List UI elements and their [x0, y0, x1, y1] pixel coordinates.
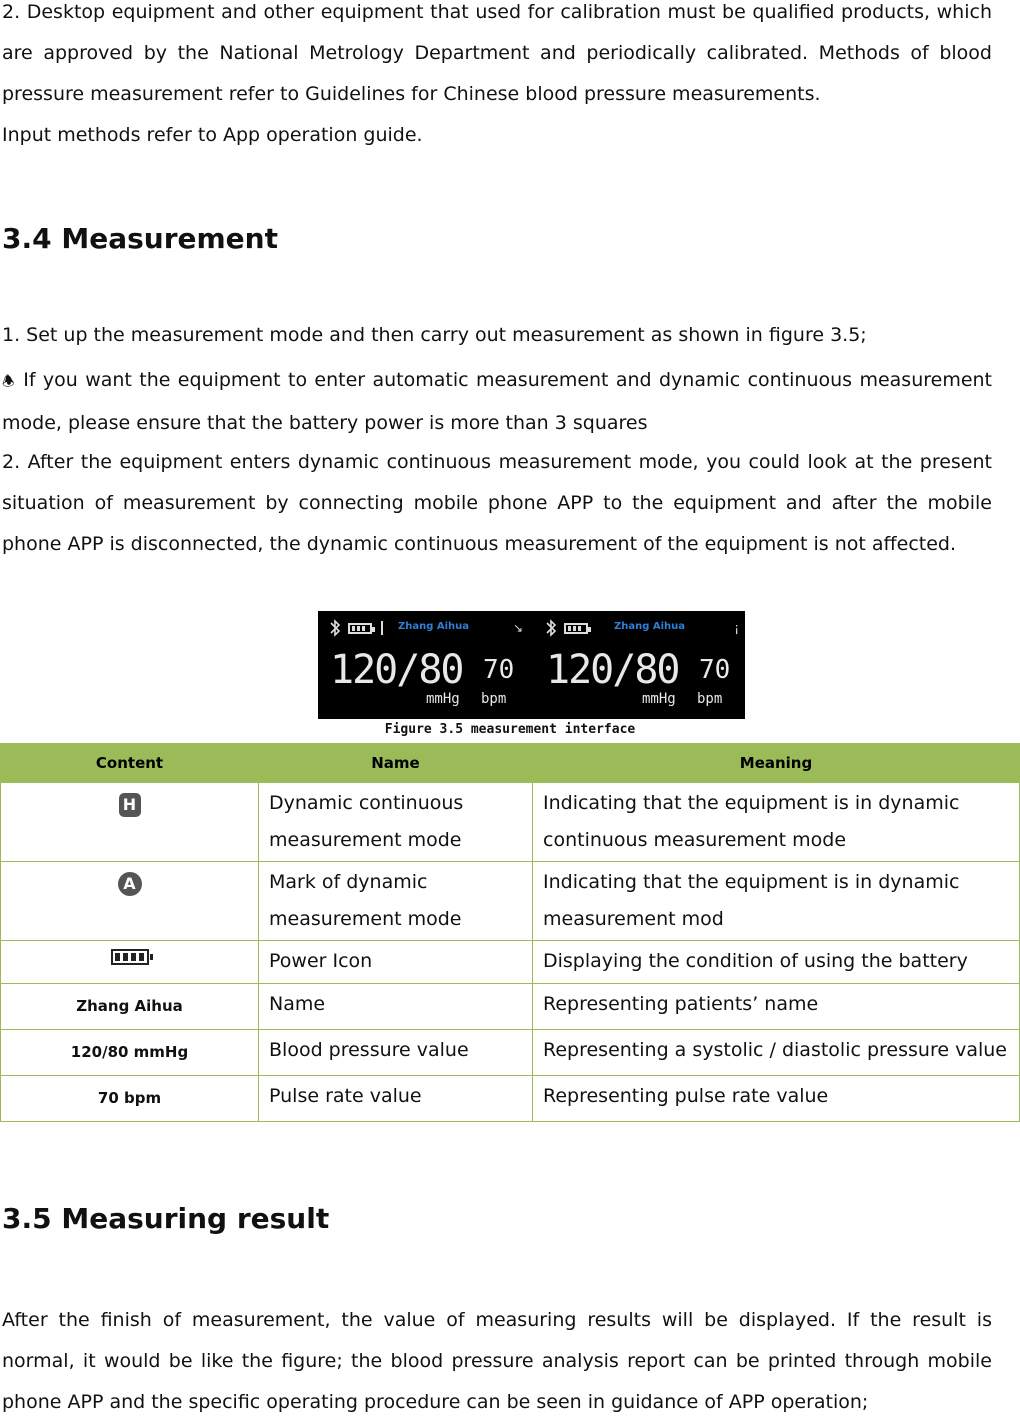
- measurement-step-2: 2. After the equipment enters dynamic continuous measurement mode, you could look at the present situation of measurement by connecting mobile phone APP to the equipment and after the mobile phone APP is disconnected, the dynamic continuous measurement of the equipment is not affected.: [2, 451, 992, 555]
- header-content: Content: [1, 744, 259, 783]
- pulse-value: 70: [699, 655, 731, 685]
- row-meaning: Displaying the condition of using the battery: [533, 941, 1020, 984]
- row-name: Name: [259, 984, 533, 1030]
- row-meaning: Representing patients’ name: [533, 984, 1020, 1030]
- row-name: Blood pressure value: [259, 1030, 533, 1076]
- blood-pressure-value: 120/80: [546, 647, 679, 693]
- row-content: Zhang Aihua: [1, 984, 259, 1030]
- row-meaning: Indicating that the equipment is in dynamic continuous measurement mode: [533, 783, 1020, 862]
- device-screen-right: [534, 611, 745, 719]
- row-name: Mark of dynamic measurement mode: [259, 862, 533, 941]
- table-row: [1, 941, 1020, 984]
- table-row: [1, 783, 1020, 862]
- patient-name: Zhang Aihua: [614, 621, 686, 632]
- patient-name: Zhang Aihua: [398, 621, 470, 632]
- a-mode-icon: A: [118, 872, 142, 896]
- row-name: Dynamic continuous measurement mode: [259, 783, 533, 862]
- blood-pressure-unit: mmHg: [642, 691, 676, 707]
- device-screen-left: [318, 611, 531, 719]
- section-heading-measuring-result: 3.5 Measuring result: [2, 1202, 330, 1235]
- section-heading-measurement: 3.4 Measurement: [2, 222, 278, 255]
- table-row: [1, 1030, 1020, 1076]
- row-content: 120/80 mmHg: [1, 1030, 259, 1076]
- measurement-step-1: 1. Set up the measurement mode and then carry out measurement as shown in figure 3.5;: [2, 324, 867, 346]
- row-meaning: Representing a systolic / diastolic pressure value: [533, 1030, 1020, 1076]
- table-row: [1, 1076, 1020, 1122]
- row-meaning: Representing pulse rate value: [533, 1076, 1020, 1122]
- row-name: Power Icon: [259, 941, 533, 984]
- row-name: Pulse rate value: [259, 1076, 533, 1122]
- bluetooth-icon: [544, 619, 558, 637]
- intro-paragraph: 2. Desktop equipment and other equipment that used for calibration must be qualified products, which are approved by the National Metrology Department and periodically calibrated. Methods of blood pressure measurement refer to Guidelines for Chinese blood pressure measurements.: [2, 1, 992, 105]
- bell-icon: 🕭: [2, 374, 16, 390]
- battery-icon: [111, 949, 149, 965]
- row-content: 70 bpm: [1, 1076, 259, 1122]
- measurement-note-text: If you want the equipment to enter automatic measurement and dynamic continuous measurement mode, please ensure that the battery power is more than 3 squares: [2, 369, 993, 434]
- measuring-result-paragraph: After the finish of measurement, the value of measuring results will be displayed. If the result is normal, it would be like the figure; the blood pressure analysis report can be printed through mobile phone APP and the specific operating procedure can be seen in guidance of APP operation;: [2, 1309, 992, 1413]
- header-name: Name: [259, 744, 533, 783]
- battery-icon: [564, 623, 588, 634]
- header-meaning: Meaning: [533, 744, 1020, 783]
- intro-input-methods: Input methods refer to App operation guide.: [2, 124, 423, 146]
- pulse-unit: bpm: [481, 691, 507, 707]
- pulse-value: 70: [483, 655, 515, 685]
- bluetooth-icon: [328, 619, 342, 637]
- status-icon: ¡: [734, 621, 739, 635]
- divider: [381, 621, 383, 635]
- battery-icon: [348, 623, 372, 634]
- blood-pressure-value: 120/80: [330, 647, 463, 693]
- table-row: [1, 862, 1020, 941]
- measurement-interface-figure: [318, 611, 745, 719]
- signal-icon: ↘: [512, 621, 523, 635]
- measurement-note: [2, 360, 992, 444]
- h-mode-icon: H: [119, 793, 141, 817]
- row-meaning: Indicating that the equipment is in dynamic measurement mod: [533, 862, 1020, 941]
- table-header-row: [1, 744, 1020, 783]
- legend-table: [0, 743, 1020, 1122]
- pulse-unit: bpm: [697, 691, 723, 707]
- figure-caption: Figure 3.5 measurement interface: [384, 722, 636, 737]
- blood-pressure-unit: mmHg: [426, 691, 460, 707]
- table-row: [1, 984, 1020, 1030]
